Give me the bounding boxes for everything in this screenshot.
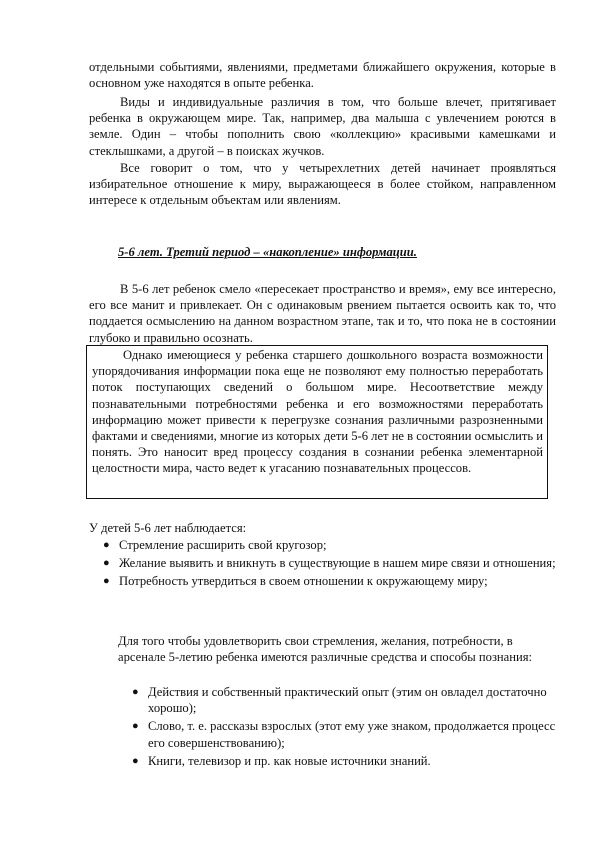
- list-intro-means: Для того чтобы удовлетворить свои стремления, желания, потребности, в арсенале 5-летию ребенка имеются различные средства и способы познания:: [118, 634, 533, 665]
- bullet-icon: ●: [103, 575, 110, 588]
- list-item-text: Книги, телевизор и пр. как новые источники знаний.: [148, 753, 431, 768]
- boxed-paragraph: Однако имеющиеся у ребенка старшего дошкольного возраста возможности упорядочивания информации пока еще не позволяют ему полностью переработать поток поступающих сведений о большом мире. Несоответствие между познавательными потребностями ребенка и его возможностями переработать информацию может привести к перегрузке сознания различными разрозненными фактами и сведениями, многие из которых дети 5-6 лет не в состоянии осмыслить и понять. Это наносит вред процессу создания в сознании ребенка элементарной целостности мира, часто ведет к угасанию познавательных процессов.: [92, 348, 543, 476]
- list-item: [89, 573, 559, 589]
- bullet-icon: ●: [132, 686, 139, 698]
- list-item-text: Стремление расширить свой кругозор;: [119, 538, 327, 552]
- list-item-text: Желание выявить и вникнуть в существующие в нашем мире связи и отношения;: [119, 556, 556, 571]
- list-item: [89, 555, 559, 571]
- list-item: [118, 753, 558, 769]
- section-heading: 5-6 лет. Третий период – «накопление» информации.: [118, 245, 417, 259]
- bullet-icon: ●: [132, 720, 139, 733]
- bullet-icon: ●: [103, 539, 110, 551]
- paragraph-selective-attitude: Все говорит о том, что у четырехлетних детей начинает проявляться избирательное отношение к миру, выражающееся в более стойком, направленном интересе к отдельным объектам или явлениям.: [89, 161, 556, 208]
- bullet-icon: ●: [103, 557, 110, 570]
- means-list: [118, 684, 558, 771]
- boxed-paragraph-frame: [86, 345, 548, 499]
- list-item-text: Потребность утвердиться в своем отношении к окружающему миру;: [119, 574, 488, 589]
- list-item: [89, 537, 559, 553]
- paragraph-continuation: отдельными событиями, явлениями, предметами ближайшего окружения, которые в основном уже находятся в опыте ребенка.: [89, 60, 556, 91]
- bullet-icon: ●: [132, 754, 139, 767]
- paragraph-age-5-6: В 5-6 лет ребенок смело «пересекает пространство и время», ему все интересно, его все манит и привлекает. Он с одинаковым рвением пытается освоить как то, что поддается осмыслению на данном возрастном этапе, так и то, что пока не в состоянии глубоко и правильно осознать.: [89, 282, 556, 345]
- paragraph-individual-differences: Виды и индивидуальные различия в том, что больше влечет, притягивает ребенка в окружающем мире. Так, например, два малыша с увлечением роются в земле. Один – чтобы пополнить свою «коллекцию» красивыми камешками и стеклышками, а другой – в поисках жучков.: [89, 95, 556, 158]
- list-intro-observed: У детей 5-6 лет наблюдается:: [89, 521, 247, 535]
- observed-list: [89, 537, 559, 592]
- list-item-text: Действия и собственный практический опыт (этим он овладел достаточно хорошо);: [148, 685, 547, 716]
- list-item-text: Слово, т. е. рассказы взрослых (этот ему уже знаком, продолжается процесс его совершенствованию);: [148, 719, 556, 750]
- list-item: [118, 718, 558, 750]
- list-item: [118, 684, 558, 716]
